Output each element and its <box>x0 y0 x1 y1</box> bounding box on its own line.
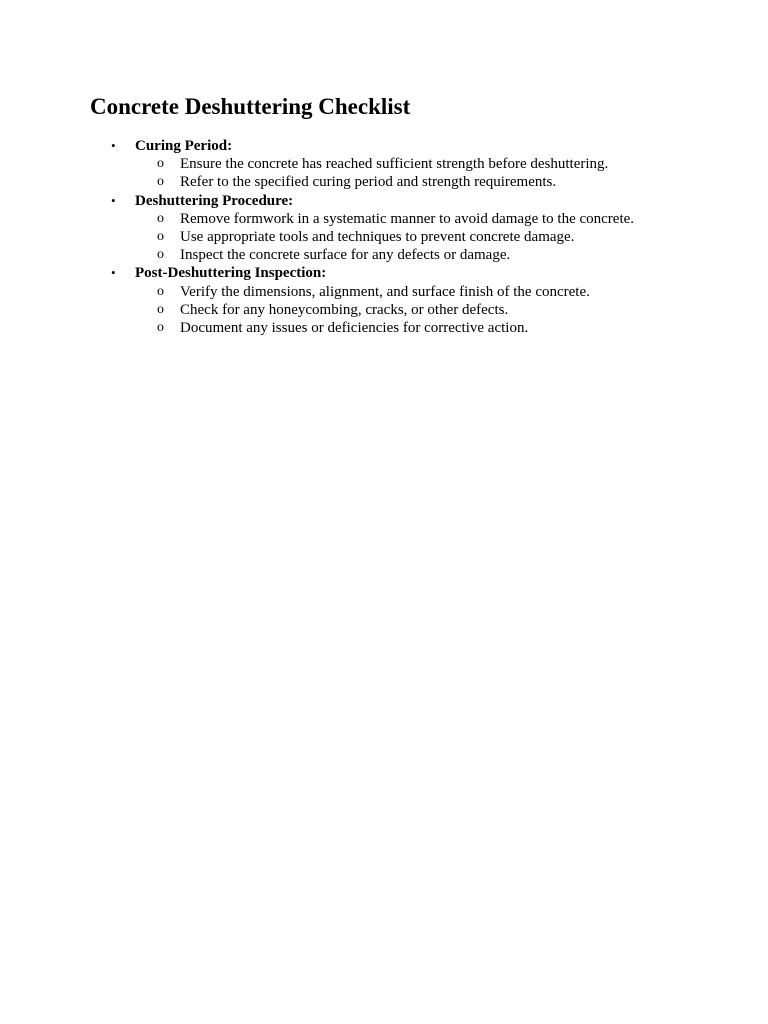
section-heading-row <box>0 192 768 210</box>
list-item <box>0 301 768 319</box>
sub-bullet-icon: o <box>157 247 164 263</box>
sub-bullet-icon: o <box>157 301 164 317</box>
list-item-text: Document any issues or deficiencies for corrective action. <box>180 319 529 336</box>
list-item-text: Verify the dimensions, alignment, and surface finish of the concrete. <box>180 283 590 300</box>
sub-bullet-icon: o <box>157 319 164 335</box>
sub-bullet-icon: o <box>157 210 164 226</box>
list-item-text: Remove formwork in a systematic manner to avoid damage to the concrete. <box>180 210 635 227</box>
list-item <box>0 319 768 337</box>
list-item <box>0 283 768 301</box>
sub-bullet-icon: o <box>157 174 164 190</box>
checklist-section-curing-period <box>0 137 768 192</box>
section-heading: Curing Period: <box>135 138 233 154</box>
section-bullet-icon: • <box>111 138 116 153</box>
list-item-text: Use appropriate tools and techniques to prevent concrete damage. <box>180 228 575 245</box>
list-item-text: Ensure the concrete has reached sufficient strength before deshuttering. <box>180 156 609 173</box>
list-item-text: Inspect the concrete surface for any defects or damage. <box>180 247 511 264</box>
checklist-section-deshuttering-procedure <box>0 192 768 265</box>
section-heading: Post-Deshuttering Inspection: <box>135 265 327 282</box>
section-heading-row <box>0 137 768 155</box>
list-item <box>0 210 768 228</box>
sub-bullet-icon: o <box>157 156 164 172</box>
sub-bullet-icon: o <box>157 283 164 299</box>
section-bullet-icon: • <box>111 265 116 281</box>
document-title: Concrete Deshuttering Checklist <box>90 94 411 119</box>
section-heading-row <box>0 264 768 282</box>
list-item <box>0 173 768 191</box>
section-heading: Deshuttering Procedure: <box>135 192 294 209</box>
checklist-section-post-deshuttering-inspection <box>0 264 768 337</box>
list-item <box>0 246 768 264</box>
list-item-text: Check for any honeycombing, cracks, or other defects. <box>180 301 509 318</box>
list-item-text: Refer to the specified curing period and strength requirements. <box>180 174 557 191</box>
list-item <box>0 228 768 246</box>
checklist <box>0 137 768 337</box>
section-bullet-icon: • <box>111 192 116 208</box>
list-item <box>0 155 768 173</box>
sub-bullet-icon: o <box>157 228 164 244</box>
